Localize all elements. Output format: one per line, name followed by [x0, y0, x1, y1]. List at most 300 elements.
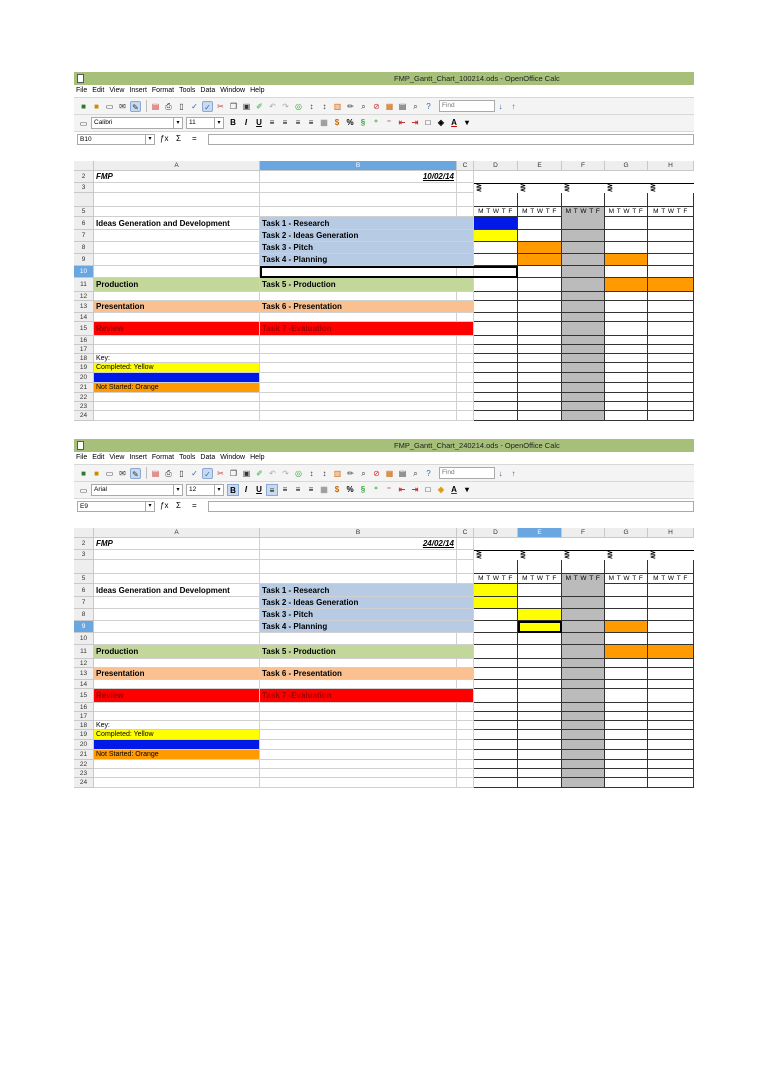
row-header[interactable]: 2 — [74, 171, 94, 183]
gantt-cell[interactable] — [648, 363, 694, 373]
navigator-icon[interactable]: ⊘ — [373, 468, 380, 478]
column-header-e[interactable]: E — [518, 528, 562, 538]
cell[interactable] — [94, 609, 260, 621]
cell[interactable] — [94, 778, 260, 788]
cell[interactable] — [94, 712, 260, 721]
column-header-g[interactable]: G — [605, 528, 648, 538]
gantt-cell[interactable] — [648, 703, 694, 712]
gantt-cell[interactable] — [562, 769, 605, 778]
gantt-cell[interactable] — [605, 301, 648, 313]
cell[interactable] — [260, 703, 457, 712]
cell[interactable] — [457, 207, 474, 217]
cell[interactable] — [457, 402, 474, 411]
gantt-cell[interactable] — [562, 721, 605, 730]
column-header-d[interactable]: D — [474, 528, 518, 538]
add-decimal-icon[interactable]: ⁺ — [373, 118, 379, 127]
gantt-cell[interactable] — [648, 402, 694, 411]
gantt-cell[interactable] — [518, 193, 562, 207]
gantt-cell[interactable] — [605, 393, 648, 402]
phase-production[interactable]: Production — [94, 645, 260, 659]
select-all-corner[interactable] — [74, 528, 94, 538]
gantt-cell[interactable] — [605, 712, 648, 721]
gantt-cell[interactable] — [518, 778, 562, 788]
gantt-cell[interactable] — [518, 292, 562, 301]
cell[interactable] — [457, 778, 474, 788]
gantt-cell[interactable] — [518, 301, 562, 313]
gantt-cell[interactable] — [474, 721, 518, 730]
gantt-cell[interactable] — [648, 193, 694, 207]
cell[interactable] — [260, 402, 457, 411]
gantt-cell[interactable] — [474, 193, 518, 207]
column-header-b[interactable]: B — [260, 528, 457, 538]
row-header[interactable]: 21 — [74, 383, 94, 393]
percent-icon[interactable]: % — [346, 485, 354, 494]
menu-data[interactable]: Data — [200, 87, 216, 94]
key-not-started[interactable]: Not Started: Orange — [94, 383, 260, 393]
cell[interactable] — [457, 633, 474, 645]
row-header[interactable]: 12 — [74, 659, 94, 668]
sum-icon[interactable]: Σ — [176, 134, 181, 143]
gantt-cell[interactable] — [474, 411, 518, 421]
cell[interactable] — [457, 183, 474, 193]
gantt-cell[interactable] — [518, 740, 562, 750]
cell[interactable] — [457, 383, 474, 393]
find-replace-icon[interactable]: ⌕ — [361, 468, 366, 478]
key-label[interactable]: Key: — [94, 354, 260, 363]
find-input[interactable]: Find — [439, 467, 495, 479]
gantt-cell[interactable] — [562, 760, 605, 769]
gantt-cell[interactable] — [518, 402, 562, 411]
gantt-cell[interactable] — [562, 313, 605, 322]
cell[interactable] — [457, 313, 474, 322]
cell[interactable] — [94, 183, 260, 193]
task-3-pitch[interactable]: Task 3 - Pitch — [260, 609, 474, 621]
gantt-cell[interactable] — [648, 645, 694, 659]
cell[interactable] — [457, 730, 474, 740]
gantt-cell[interactable] — [474, 393, 518, 402]
cell[interactable] — [94, 550, 260, 560]
gantt-cell[interactable] — [562, 680, 605, 689]
menu-data[interactable]: Data — [200, 454, 216, 461]
gantt-cell[interactable] — [518, 254, 562, 266]
gantt-cell[interactable] — [605, 680, 648, 689]
row-header[interactable]: 8 — [74, 609, 94, 621]
task-4-planning[interactable]: Task 4 - Planning — [260, 621, 474, 633]
row-header[interactable]: 24 — [74, 778, 94, 788]
underline-button[interactable]: U — [256, 485, 262, 494]
gantt-cell[interactable] — [648, 217, 694, 230]
gantt-cell[interactable] — [648, 689, 694, 703]
column-header-b[interactable]: B — [260, 161, 457, 171]
gantt-cell[interactable] — [474, 621, 518, 633]
task-1-research[interactable]: Task 1 - Research — [260, 584, 474, 597]
gantt-cell[interactable] — [648, 292, 694, 301]
gantt-cell[interactable] — [562, 668, 605, 680]
row-header[interactable]: 6 — [74, 217, 94, 230]
row-header[interactable]: 13 — [74, 301, 94, 313]
row-header[interactable]: 14 — [74, 680, 94, 689]
gantt-cell[interactable] — [474, 609, 518, 621]
toolbar-options-icon[interactable]: ▾ — [464, 118, 469, 127]
gantt-cell[interactable] — [562, 659, 605, 668]
add-decimal-icon[interactable]: ⁺ — [373, 485, 379, 494]
cell[interactable] — [260, 560, 457, 574]
borders-icon[interactable]: □ — [425, 118, 431, 127]
date-cell[interactable]: 24/02/14 — [260, 538, 457, 550]
gantt-cell[interactable] — [474, 668, 518, 680]
row-header[interactable]: 9 — [74, 621, 94, 633]
cell[interactable] — [94, 336, 260, 345]
gantt-cell[interactable] — [562, 778, 605, 788]
cell[interactable] — [260, 730, 457, 740]
row-header[interactable]: 21 — [74, 750, 94, 760]
italic-button[interactable]: I — [244, 118, 248, 127]
menu-file[interactable]: File — [76, 87, 88, 94]
menu-insert[interactable]: Insert — [129, 454, 147, 461]
gantt-cell[interactable] — [605, 383, 648, 393]
chevron-down-icon[interactable]: ▾ — [173, 118, 182, 128]
gantt-cell[interactable] — [518, 703, 562, 712]
gantt-cell[interactable] — [605, 740, 648, 750]
gantt-cell[interactable] — [605, 597, 648, 609]
gantt-cell[interactable] — [648, 393, 694, 402]
gantt-cell[interactable] — [648, 712, 694, 721]
menu-insert[interactable]: Insert — [129, 87, 147, 94]
menu-view[interactable]: View — [109, 87, 125, 94]
row-header[interactable]: 15 — [74, 689, 94, 703]
underline-button[interactable]: U — [256, 118, 262, 127]
gantt-cell[interactable] — [648, 354, 694, 363]
task-5-production[interactable]: Task 5 - Production — [260, 278, 474, 292]
menu-help[interactable]: Help — [250, 87, 265, 94]
gantt-cell[interactable] — [605, 313, 648, 322]
gantt-cell[interactable] — [605, 609, 648, 621]
navigator-icon[interactable]: ⊘ — [373, 101, 380, 111]
styles-icon[interactable]: ▭ — [79, 118, 88, 128]
column-header-g[interactable]: G — [605, 161, 648, 171]
gantt-cell[interactable] — [562, 597, 605, 609]
column-header-h[interactable]: H — [648, 161, 694, 171]
cell[interactable] — [260, 373, 457, 383]
row-header[interactable]: 7 — [74, 230, 94, 242]
cell[interactable] — [260, 721, 457, 730]
row-header[interactable]: 7 — [74, 597, 94, 609]
decrease-indent-icon[interactable]: ⇤ — [398, 118, 406, 127]
gantt-cell[interactable] — [648, 230, 694, 242]
gantt-cell[interactable] — [562, 703, 605, 712]
merge-cells-icon[interactable]: ▦ — [320, 485, 328, 494]
print-icon[interactable]: ⎙ — [165, 101, 172, 111]
gantt-cell[interactable] — [474, 703, 518, 712]
gantt-cell[interactable] — [562, 411, 605, 421]
menu-window[interactable]: Window — [220, 454, 246, 461]
percent-icon[interactable]: % — [346, 118, 354, 127]
paste-icon[interactable]: ▣ — [242, 101, 251, 111]
gantt-cell[interactable] — [648, 313, 694, 322]
gantt-cell[interactable] — [648, 769, 694, 778]
row-header[interactable]: 5 — [74, 207, 94, 217]
gantt-cell[interactable] — [605, 230, 648, 242]
column-header-a[interactable]: A — [94, 161, 260, 171]
gantt-cell[interactable] — [562, 584, 605, 597]
sort-asc-icon[interactable]: ↕ — [309, 101, 314, 111]
number-format-icon[interactable]: § — [360, 485, 366, 494]
hyperlink-icon[interactable]: ◎ — [295, 468, 302, 478]
chevron-down-icon[interactable]: ▾ — [214, 485, 223, 495]
menu-format[interactable]: Format — [151, 454, 175, 461]
gantt-cell[interactable] — [562, 393, 605, 402]
cell[interactable] — [457, 721, 474, 730]
task-4-planning[interactable]: Task 4 - Planning — [260, 254, 474, 266]
gantt-cell[interactable] — [562, 354, 605, 363]
cell[interactable] — [260, 550, 457, 560]
gantt-cell[interactable] — [474, 254, 518, 266]
row-header[interactable]: 8 — [74, 242, 94, 254]
gantt-cell[interactable] — [474, 645, 518, 659]
row-header[interactable]: 2 — [74, 538, 94, 550]
draw-icon[interactable]: ✏ — [347, 468, 354, 478]
row-header[interactable]: 3 — [74, 183, 94, 193]
cell[interactable] — [457, 354, 474, 363]
phase-review[interactable]: Review — [94, 689, 260, 703]
cell[interactable] — [260, 750, 457, 760]
cell[interactable] — [94, 680, 260, 689]
gantt-cell[interactable] — [605, 721, 648, 730]
task-5-production[interactable]: Task 5 - Production — [260, 645, 474, 659]
gantt-cell[interactable] — [518, 393, 562, 402]
gantt-cell[interactable] — [648, 730, 694, 740]
gantt-cell[interactable] — [474, 363, 518, 373]
currency-icon[interactable]: $ — [334, 485, 340, 494]
menu-help[interactable]: Help — [250, 454, 265, 461]
gantt-cell[interactable] — [474, 633, 518, 645]
fmp-label[interactable]: FMP — [94, 538, 260, 550]
menu-tools[interactable]: Tools — [179, 454, 196, 461]
cell[interactable] — [94, 393, 260, 402]
undo-icon[interactable]: ↶ — [269, 468, 276, 478]
cell[interactable] — [457, 171, 474, 183]
column-header-f[interactable]: F — [562, 528, 605, 538]
gantt-cell[interactable] — [474, 383, 518, 393]
cell[interactable] — [94, 597, 260, 609]
gallery-icon[interactable]: ▦ — [385, 468, 394, 478]
row-header[interactable] — [74, 193, 94, 207]
gantt-cell[interactable] — [474, 313, 518, 322]
gantt-cell[interactable] — [518, 750, 562, 760]
gantt-cell[interactable] — [562, 230, 605, 242]
increase-indent-icon[interactable]: ⇥ — [411, 485, 419, 494]
gantt-cell[interactable] — [605, 193, 648, 207]
gantt-cell[interactable] — [562, 301, 605, 313]
gantt-cell[interactable] — [605, 254, 648, 266]
menu-file[interactable]: File — [76, 454, 88, 461]
row-header[interactable]: 17 — [74, 712, 94, 721]
gantt-cell[interactable] — [518, 769, 562, 778]
task-7-evaluation[interactable]: Task 7 -Evaluation — [260, 689, 474, 703]
phase-review[interactable]: Review — [94, 322, 260, 336]
gantt-cell[interactable] — [474, 740, 518, 750]
sort-desc-icon[interactable]: ↕ — [322, 101, 327, 111]
gantt-cell[interactable] — [474, 712, 518, 721]
gantt-cell[interactable] — [474, 278, 518, 292]
gantt-cell[interactable] — [648, 680, 694, 689]
gantt-cell[interactable] — [605, 633, 648, 645]
gantt-cell[interactable] — [605, 266, 648, 278]
function-icon[interactable]: = — [192, 501, 197, 510]
key-in-progress[interactable] — [94, 740, 260, 750]
gantt-cell[interactable] — [518, 721, 562, 730]
gantt-cell[interactable] — [648, 411, 694, 421]
cell[interactable] — [457, 750, 474, 760]
phase-ideas-generation[interactable]: Ideas Generation and Development — [94, 584, 260, 597]
find-next-icon[interactable]: ↓ — [498, 101, 503, 111]
font-color-icon[interactable]: A — [451, 485, 457, 494]
gantt-cell[interactable] — [605, 363, 648, 373]
cell[interactable] — [94, 207, 260, 217]
row-header[interactable]: 9 — [74, 254, 94, 266]
save-icon[interactable]: ▭ — [105, 468, 114, 478]
sort-desc-icon[interactable]: ↕ — [322, 468, 327, 478]
gantt-cell[interactable] — [648, 668, 694, 680]
phase-ideas-generation[interactable]: Ideas Generation and Development — [94, 217, 260, 230]
gantt-cell[interactable] — [605, 659, 648, 668]
gantt-cell[interactable] — [605, 354, 648, 363]
gantt-cell[interactable] — [605, 645, 648, 659]
task-3-pitch[interactable]: Task 3 - Pitch — [260, 242, 474, 254]
row-header[interactable]: 11 — [74, 645, 94, 659]
find-replace-icon[interactable]: ⌕ — [361, 101, 366, 111]
gantt-cell[interactable] — [474, 292, 518, 301]
gantt-cell[interactable] — [562, 560, 605, 574]
cell[interactable] — [94, 254, 260, 266]
gantt-cell[interactable] — [474, 373, 518, 383]
gantt-cell[interactable] — [474, 354, 518, 363]
merge-cells-icon[interactable]: ▦ — [320, 118, 328, 127]
row-header[interactable]: 10 — [74, 266, 94, 278]
spreadsheet-grid[interactable] — [74, 72, 694, 424]
datasource-icon[interactable]: ▤ — [398, 468, 407, 478]
phase-presentation[interactable]: Presentation — [94, 668, 260, 680]
cell[interactable] — [260, 313, 457, 322]
function-wizard-icon[interactable]: ƒx — [160, 501, 169, 510]
cell[interactable] — [260, 354, 457, 363]
redo-icon[interactable]: ↷ — [282, 101, 289, 111]
font-color-icon[interactable]: A — [451, 118, 457, 127]
gantt-cell[interactable] — [474, 680, 518, 689]
gantt-cell[interactable] — [518, 336, 562, 345]
key-not-started[interactable]: Not Started: Orange — [94, 750, 260, 760]
gantt-cell[interactable] — [562, 217, 605, 230]
cell[interactable] — [260, 363, 457, 373]
delete-decimal-icon[interactable]: ⁻ — [386, 485, 392, 494]
edit-mode-icon[interactable]: ✎ — [130, 101, 141, 112]
increase-indent-icon[interactable]: ⇥ — [411, 118, 419, 127]
gantt-cell[interactable] — [518, 363, 562, 373]
gantt-cell[interactable] — [648, 721, 694, 730]
gantt-cell[interactable] — [562, 712, 605, 721]
chevron-down-icon[interactable]: ▾ — [214, 118, 223, 128]
task-6-presentation[interactable]: Task 6 - Presentation — [260, 301, 474, 313]
gantt-cell[interactable] — [648, 336, 694, 345]
gantt-cell[interactable] — [474, 402, 518, 411]
menu-edit[interactable]: Edit — [92, 454, 105, 461]
gantt-cell[interactable] — [648, 609, 694, 621]
row-header[interactable]: 6 — [74, 584, 94, 597]
pdf-icon[interactable]: ▤ — [151, 468, 160, 478]
gantt-cell[interactable] — [474, 597, 518, 609]
gantt-cell[interactable] — [562, 373, 605, 383]
cell[interactable] — [457, 760, 474, 769]
chevron-down-icon[interactable]: ▾ — [173, 485, 182, 495]
gantt-cell[interactable] — [518, 680, 562, 689]
align-center-icon[interactable]: ≡ — [282, 118, 288, 127]
bold-button[interactable]: B — [227, 484, 239, 496]
gantt-cell[interactable] — [605, 292, 648, 301]
italic-button[interactable]: I — [244, 485, 248, 494]
cell[interactable] — [457, 712, 474, 721]
gantt-cell[interactable] — [605, 242, 648, 254]
gantt-cell[interactable] — [474, 230, 518, 242]
gantt-cell[interactable] — [605, 560, 648, 574]
align-left-icon[interactable]: ≡ — [266, 484, 278, 496]
gantt-cell[interactable] — [474, 560, 518, 574]
gantt-cell[interactable] — [474, 730, 518, 740]
cell[interactable] — [457, 373, 474, 383]
gantt-cell[interactable] — [648, 750, 694, 760]
pdf-icon[interactable]: ▤ — [151, 101, 160, 111]
decrease-indent-icon[interactable]: ⇤ — [398, 485, 406, 494]
gantt-cell[interactable] — [474, 769, 518, 778]
gantt-cell[interactable] — [518, 411, 562, 421]
menu-view[interactable]: View — [109, 454, 125, 461]
gantt-cell[interactable] — [474, 301, 518, 313]
key-label[interactable]: Key: — [94, 721, 260, 730]
chevron-down-icon[interactable]: ▾ — [145, 135, 154, 144]
cell[interactable] — [260, 183, 457, 193]
sum-icon[interactable]: Σ — [176, 501, 181, 510]
gantt-cell[interactable] — [562, 266, 605, 278]
gantt-cell[interactable] — [518, 278, 562, 292]
email-icon[interactable]: ✉ — [119, 468, 126, 478]
cell[interactable] — [94, 659, 260, 668]
sort-asc-icon[interactable]: ↕ — [309, 468, 314, 478]
gantt-cell[interactable] — [648, 242, 694, 254]
gantt-cell[interactable] — [474, 659, 518, 668]
hyperlink-icon[interactable]: ◎ — [295, 101, 302, 111]
row-header[interactable]: 16 — [74, 336, 94, 345]
preview-icon[interactable]: ▯ — [179, 101, 184, 111]
gantt-cell[interactable] — [605, 402, 648, 411]
gantt-cell[interactable] — [605, 760, 648, 769]
cell[interactable] — [260, 336, 457, 345]
gantt-cell[interactable] — [474, 336, 518, 345]
spreadsheet-grid[interactable] — [74, 439, 694, 791]
gantt-cell[interactable] — [474, 750, 518, 760]
row-header[interactable]: 10 — [74, 633, 94, 645]
gantt-cell[interactable] — [605, 750, 648, 760]
find-input[interactable]: Find — [439, 100, 495, 112]
gantt-cell[interactable] — [605, 217, 648, 230]
gantt-cell[interactable] — [605, 322, 648, 336]
gantt-cell[interactable] — [648, 659, 694, 668]
cell[interactable] — [457, 345, 474, 354]
gantt-cell[interactable] — [648, 778, 694, 788]
help-icon[interactable]: ? — [426, 468, 431, 478]
gantt-cell[interactable] — [562, 730, 605, 740]
row-header[interactable]: 14 — [74, 313, 94, 322]
function-icon[interactable]: = — [192, 134, 197, 143]
paste-icon[interactable]: ▣ — [242, 468, 251, 478]
